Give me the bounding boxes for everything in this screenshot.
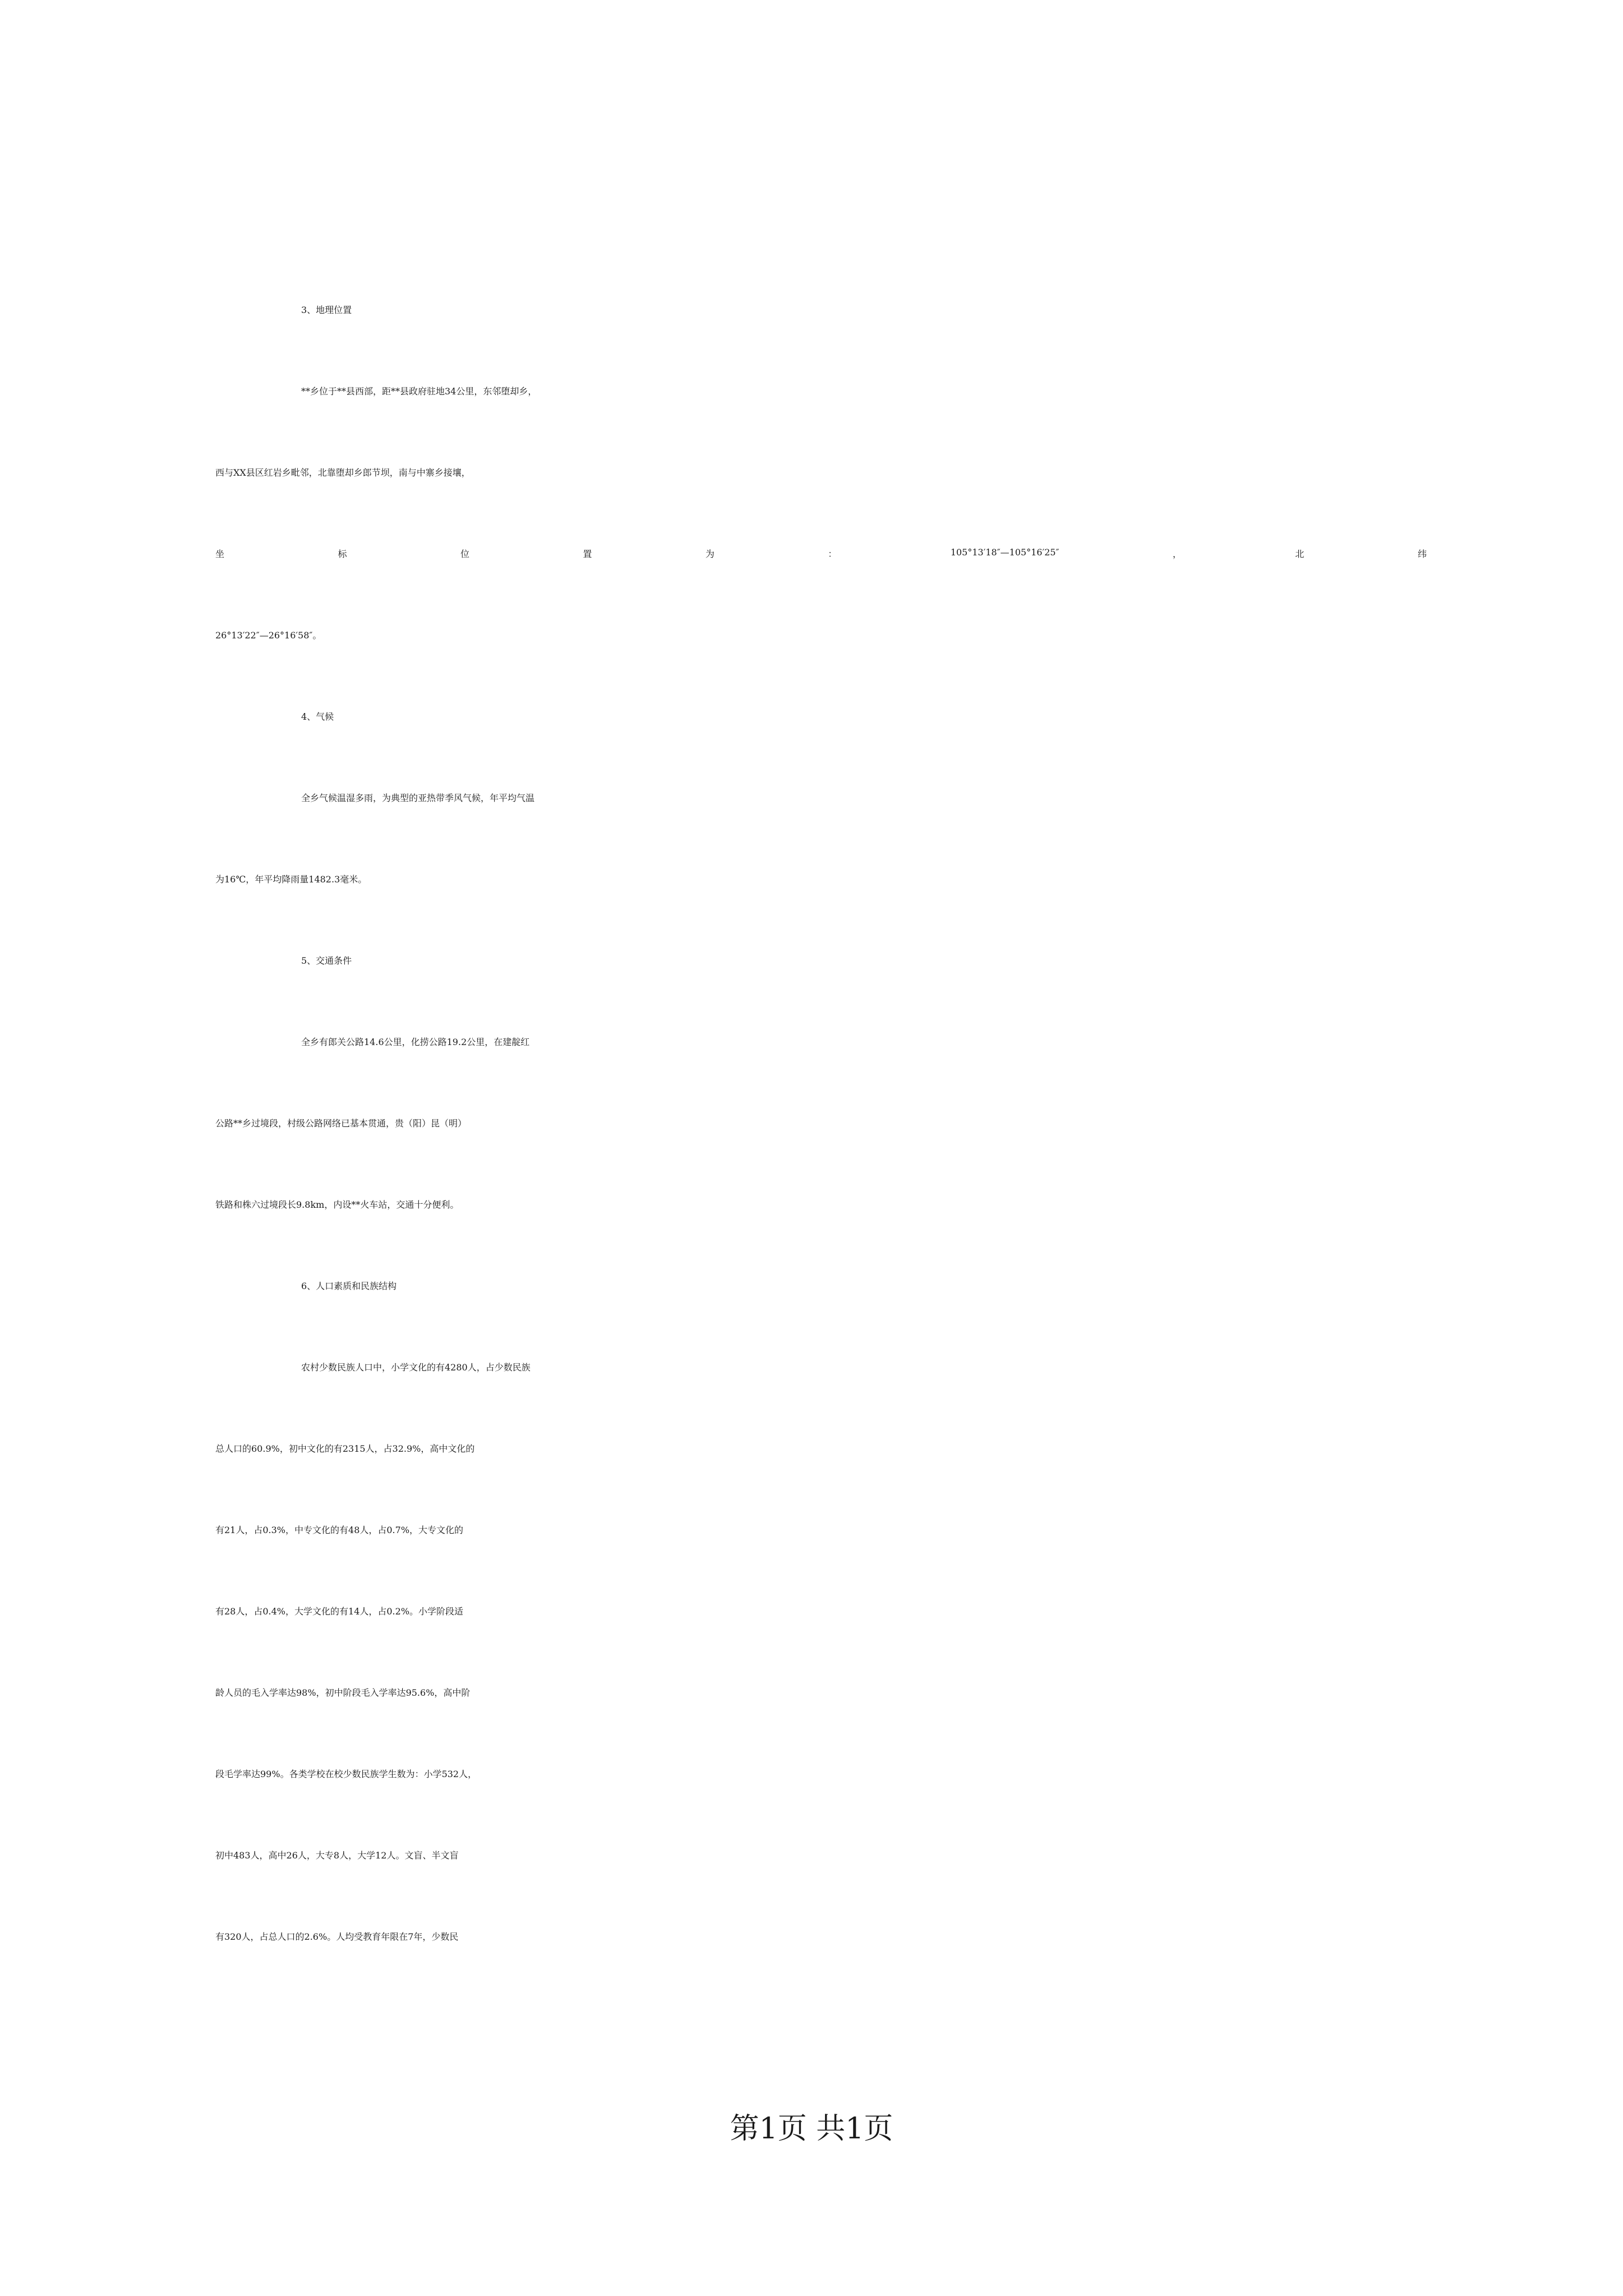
coord-word: ， xyxy=(1173,549,1182,559)
section-heading-location: 3、地理位置 xyxy=(301,305,352,315)
section-heading-transport: 5、交通条件 xyxy=(301,955,352,966)
coord-longitude: 105°13′18″—105°16′25″ xyxy=(950,547,1059,558)
coord-word: 坐 xyxy=(215,549,225,559)
climate-line-1: 全乡气候温湿多雨，为典型的亚热带季风气候，年平均气温 xyxy=(301,793,535,803)
population-line-6: 段毛学率达99%。各类学校在校少数民族学生数为：小学532人， xyxy=(215,1769,477,1779)
population-line-8: 有320人，占总人口的2.6%。人均受教育年限在7年，少数民 xyxy=(215,1931,459,1942)
location-line-3 xyxy=(215,547,1427,628)
section-heading-climate: 4、气候 xyxy=(301,711,334,722)
location-line-4: 26°13′22″—26°16′58″。 xyxy=(215,630,322,641)
coord-word: 为 xyxy=(705,549,714,559)
transport-line-3: 铁路和株六过境段长9.8km，内设**火车站，交通十分便利。 xyxy=(215,1199,459,1210)
population-line-5: 龄人员的毛入学率达98%，初中阶段毛入学率达95.6%，高中阶 xyxy=(215,1687,471,1698)
page-footer: 第1页 共1页 xyxy=(730,2112,893,2146)
location-line-2: 西与XX县区红岩乡毗邻，北靠堕却乡郎节坝，南与中寨乡接壤， xyxy=(215,467,471,478)
section-heading-population: 6、人口素质和民族结构 xyxy=(301,1281,397,1291)
transport-line-1: 全乡有郎关公路14.6公里，化捞公路19.2公里，在建靛红 xyxy=(301,1037,530,1047)
coord-word: 位 xyxy=(460,549,469,559)
population-line-2: 总人口的60.9%，初中文化的有2315人，占32.9%，高中文化的 xyxy=(215,1443,475,1454)
climate-line-2: 为16℃，年平均降雨量1482.3毫米。 xyxy=(215,874,367,885)
location-line-1: **乡位于**县西部，距**县政府驻地34公里，东邻堕却乡， xyxy=(301,386,537,397)
coord-word: 纬 xyxy=(1417,549,1427,559)
document-body xyxy=(215,303,1427,2011)
coord-word: 北 xyxy=(1295,549,1304,559)
coord-word: ： xyxy=(828,549,837,559)
coord-word: 标 xyxy=(338,549,347,559)
transport-line-2: 公路**乡过境段，村级公路网络已基本贯通，贵（阳）昆（明） xyxy=(215,1118,467,1129)
population-line-1: 农村少数民族人口中，小学文化的有4280人，占少数民族 xyxy=(301,1362,531,1373)
coord-word: 置 xyxy=(583,549,592,559)
population-line-7: 初中483人，高中26人，大专8人，大学12人。文盲、半文盲 xyxy=(215,1850,459,1861)
population-line-4: 有28人，占0.4%，大学文化的有14人，占0.2%。小学阶段适 xyxy=(215,1606,464,1617)
population-line-3: 有21人，占0.3%，中专文化的有48人，占0.7%，大专文化的 xyxy=(215,1525,464,1535)
